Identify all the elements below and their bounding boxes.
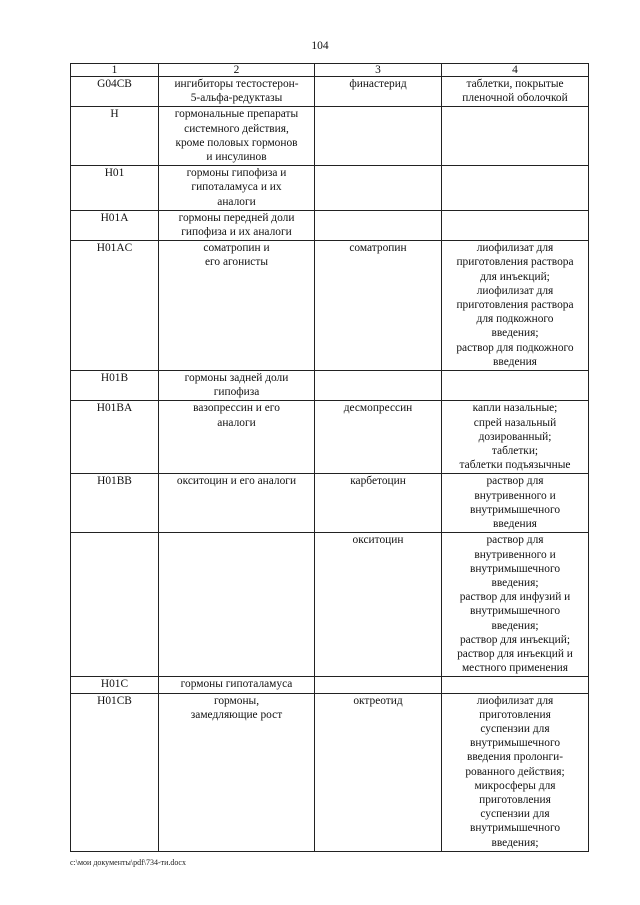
cell-line: капли назальные; bbox=[472, 402, 558, 415]
cell-line: приготовления bbox=[479, 708, 551, 721]
cell-line: таблетки подъязычные bbox=[459, 459, 571, 472]
page-number: 104 bbox=[311, 40, 329, 52]
cell-line: внутримышечного bbox=[469, 822, 561, 835]
cell-line: десмопрессин bbox=[343, 402, 413, 415]
dosage-forms-cell bbox=[442, 677, 589, 693]
table-row bbox=[71, 401, 589, 474]
table-row bbox=[71, 241, 589, 371]
atc-code-cell: H01CB bbox=[71, 693, 159, 851]
cell-line: его агонисты bbox=[204, 256, 268, 269]
cell-line: введения; bbox=[491, 327, 539, 340]
group-name-cell bbox=[159, 474, 315, 533]
group-name-cell bbox=[159, 166, 315, 211]
cell-line: дозированный; bbox=[478, 430, 552, 443]
cell-line: внутривенного и bbox=[474, 548, 556, 561]
group-name-cell bbox=[159, 77, 315, 107]
cell-line: гормональные препараты bbox=[174, 108, 299, 121]
cell-line: карбетоцин bbox=[350, 475, 406, 488]
substance-cell bbox=[315, 533, 442, 677]
table-row bbox=[71, 677, 589, 693]
cell-line: раствор для инъекций; bbox=[459, 633, 570, 646]
substance-cell bbox=[315, 107, 442, 166]
cell-line: гипофиза и их аналоги bbox=[181, 226, 292, 239]
cell-line: внутримышечного bbox=[469, 605, 561, 618]
cell-line: финастерид bbox=[349, 78, 407, 90]
cell-line: раствор для инъекций и bbox=[457, 647, 573, 660]
atc-code-cell bbox=[71, 533, 159, 677]
group-name-cell bbox=[159, 693, 315, 851]
cell-line: суспензии для bbox=[480, 722, 550, 735]
cell-line: окситоцин bbox=[352, 534, 404, 547]
cell-line: лиофилизат для bbox=[476, 242, 554, 255]
table-row bbox=[71, 77, 589, 107]
drug-table bbox=[70, 63, 589, 852]
column-number-row bbox=[71, 64, 589, 77]
dosage-forms-cell bbox=[442, 474, 589, 533]
substance-cell bbox=[315, 210, 442, 240]
cell-line: раствор для инфузий и bbox=[459, 591, 571, 604]
cell-line: таблетки, покрытые bbox=[466, 78, 564, 90]
atc-code-cell: H01AC bbox=[71, 241, 159, 371]
cell-line: внутримышечного bbox=[469, 562, 561, 575]
substance-cell bbox=[315, 693, 442, 851]
dosage-forms-cell bbox=[442, 401, 589, 474]
cell-line: гормоны передней доли bbox=[178, 211, 295, 224]
atc-code-cell: H01B bbox=[71, 371, 159, 401]
substance-cell bbox=[315, 474, 442, 533]
dosage-forms-cell bbox=[442, 77, 589, 107]
column-number: 4 bbox=[442, 64, 589, 77]
cell-line: введения; bbox=[491, 836, 539, 849]
atc-code-cell: H bbox=[71, 107, 159, 166]
group-name-cell bbox=[159, 371, 315, 401]
cell-line: окситоцин и его аналоги bbox=[176, 475, 297, 488]
cell-line: пленочной оболочкой bbox=[462, 92, 568, 105]
cell-line: раствор для подкожного bbox=[456, 341, 574, 354]
cell-line: спрей назальный bbox=[473, 416, 557, 429]
cell-line: местного применения bbox=[461, 662, 569, 675]
cell-line: введения; bbox=[491, 619, 539, 632]
substance-cell bbox=[315, 241, 442, 371]
cell-line: гормоны задней доли bbox=[184, 372, 289, 385]
table-row bbox=[71, 371, 589, 401]
table-row bbox=[71, 107, 589, 166]
cell-line: и инсулинов bbox=[206, 151, 267, 164]
cell-line: 5-альфа-редуктазы bbox=[190, 92, 283, 105]
cell-line: вазопрессин и его bbox=[193, 402, 280, 415]
dosage-forms-cell bbox=[442, 210, 589, 240]
dosage-forms-cell bbox=[442, 533, 589, 677]
dosage-forms-cell bbox=[442, 371, 589, 401]
cell-line: лиофилизат для bbox=[476, 284, 554, 297]
cell-line: внутримышечного bbox=[469, 503, 561, 516]
dosage-forms-cell bbox=[442, 166, 589, 211]
cell-line: аналоги bbox=[217, 416, 256, 429]
cell-line: микросферы для bbox=[474, 779, 556, 792]
group-name-cell bbox=[159, 677, 315, 693]
cell-line: рованного действия; bbox=[465, 765, 565, 778]
table-row bbox=[71, 474, 589, 533]
table-row bbox=[71, 533, 589, 677]
atc-code-cell: H01BA bbox=[71, 401, 159, 474]
cell-line: внутримышечного bbox=[469, 737, 561, 750]
cell-line: введения пролонги- bbox=[466, 751, 564, 764]
table-row bbox=[71, 210, 589, 240]
atc-code-cell: H01C bbox=[71, 677, 159, 693]
cell-line: замедляющие рост bbox=[190, 708, 283, 721]
cell-line: системного действия, bbox=[184, 122, 289, 135]
atc-code-cell: H01BB bbox=[71, 474, 159, 533]
cell-line: лиофилизат для bbox=[476, 694, 554, 707]
substance-cell bbox=[315, 677, 442, 693]
cell-line: раствор для bbox=[486, 475, 544, 488]
cell-line: суспензии для bbox=[480, 808, 550, 821]
cell-line: введения bbox=[493, 355, 537, 368]
substance-cell bbox=[315, 401, 442, 474]
substance-cell bbox=[315, 166, 442, 211]
group-name-cell bbox=[159, 533, 315, 677]
cell-line: для подкожного bbox=[476, 313, 554, 326]
cell-line: кроме половых гормонов bbox=[175, 136, 298, 149]
cell-line: гормоны гипоталамуса bbox=[180, 678, 293, 691]
cell-line: приготовления bbox=[479, 793, 551, 806]
column-number: 3 bbox=[315, 64, 442, 77]
group-name-cell bbox=[159, 241, 315, 371]
column-number: 1 bbox=[71, 64, 159, 77]
cell-line: аналоги bbox=[217, 195, 256, 208]
cell-line: введения bbox=[493, 518, 537, 531]
cell-line: ингибиторы тестостерон- bbox=[174, 78, 299, 90]
dosage-forms-cell bbox=[442, 241, 589, 371]
atc-code-cell: H01 bbox=[71, 166, 159, 211]
group-name-cell bbox=[159, 107, 315, 166]
cell-line: таблетки; bbox=[491, 445, 539, 458]
substance-cell bbox=[315, 371, 442, 401]
cell-line: гипофиза bbox=[213, 386, 260, 399]
dosage-forms-cell bbox=[442, 693, 589, 851]
cell-line: соматропин и bbox=[203, 242, 270, 255]
cell-line: гормоны, bbox=[213, 694, 260, 707]
group-name-cell bbox=[159, 210, 315, 240]
atc-code-cell: G04CB bbox=[71, 77, 159, 107]
cell-line: для инъекций; bbox=[480, 270, 550, 283]
column-number: 2 bbox=[159, 64, 315, 77]
table-row bbox=[71, 693, 589, 851]
cell-line: внутривенного и bbox=[474, 489, 556, 502]
group-name-cell bbox=[159, 401, 315, 474]
cell-line: введения; bbox=[491, 576, 539, 589]
footer-file-path: c:\мои документы\pdf\734-ти.docx bbox=[70, 858, 186, 867]
table-row bbox=[71, 166, 589, 211]
substance-cell bbox=[315, 77, 442, 107]
cell-line: гормоны гипофиза и bbox=[186, 167, 287, 180]
cell-line: октреотид bbox=[353, 694, 403, 707]
cell-line: приготовления раствора bbox=[456, 256, 574, 269]
cell-line: соматропин bbox=[349, 242, 407, 255]
cell-line: приготовления раствора bbox=[456, 299, 574, 312]
cell-line: гипоталамуса и их bbox=[191, 181, 282, 194]
cell-line: раствор для bbox=[486, 534, 544, 547]
atc-code-cell: H01A bbox=[71, 210, 159, 240]
dosage-forms-cell bbox=[442, 107, 589, 166]
